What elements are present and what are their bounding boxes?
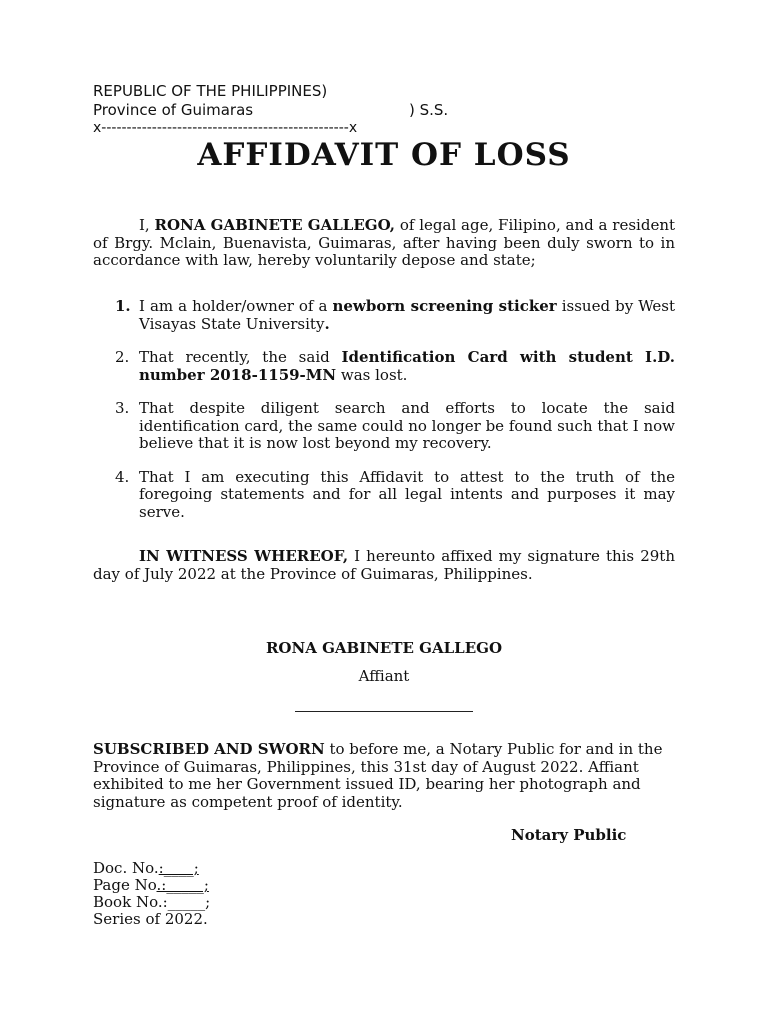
affiant-label: Affiant	[358, 667, 410, 685]
item-text: That recently, the said	[139, 348, 342, 366]
affiant-name: RONA GABINETE GALLEGO	[265, 639, 503, 657]
item-bold-text: Identification Card with student I.D. number 2018-1159-MN	[139, 348, 675, 384]
item-number: 1.	[115, 297, 131, 315]
jurat-text: to before me, a Notary Public for and in the Province of Guimaras, Philippines, this 31st day of August 2022. Affiant exhibited to me her Government issued ID, bearing her photograph and signature as competent proof of identity.	[93, 740, 663, 811]
header-province: Province of Guimaras	[93, 101, 254, 119]
series-line: Series of 2022.	[93, 910, 208, 928]
jurat-bold: SUBSCRIBED AND SWORN	[93, 740, 325, 758]
item-text: That I am executing this Affidavit to attest to the truth of the foregoing statements and for all legal intents and purposes it may serve.	[139, 467, 675, 521]
statement-list	[93, 298, 675, 521]
page-number-blank: .:_____;	[156, 876, 209, 894]
doc-number-blank: :____;	[158, 859, 199, 877]
item-text: issued by West Visayas State University	[139, 297, 675, 333]
jurat-paragraph	[93, 741, 675, 811]
item-number: 2.	[115, 348, 130, 366]
item-number: 3.	[115, 399, 130, 417]
item-bold-text: newborn screening sticker	[332, 297, 557, 315]
header-republic: REPUBLIC OF THE PHILIPPINES)	[93, 82, 328, 100]
intro-prefix: I,	[139, 216, 155, 234]
document-title: AFFIDAVIT OF LOSS	[197, 137, 571, 173]
doc-number-label: Doc. No.	[93, 859, 159, 877]
item-number: 4.	[115, 467, 130, 486]
list-item	[93, 349, 675, 384]
witness-paragraph	[93, 548, 675, 583]
intro-paragraph	[93, 217, 675, 270]
item-text: That despite diligent search and efforts to locate the said identification card, the same could no longer be found such that I now believe that it is now lost beyond my recovery.	[139, 399, 675, 452]
signature-line	[295, 711, 473, 712]
list-item	[93, 400, 675, 453]
header-separator: x-------------------------------------------------x	[93, 120, 358, 136]
doc-number-line	[93, 859, 199, 877]
item-text: I am a holder/owner of a	[139, 297, 333, 315]
list-item	[93, 298, 675, 333]
page-number-line	[93, 876, 209, 894]
affiant-name-inline: RONA GABINETE GALLEGO,	[154, 216, 396, 234]
book-number-line: Book No.:_____;	[93, 893, 211, 911]
item-bold-text: .	[324, 314, 330, 333]
witness-bold: IN WITNESS WHEREOF,	[139, 547, 349, 565]
header-ss: ) S.S.	[409, 101, 449, 119]
intro-text: of legal age, Filipino, and a resident of Brgy. Mclain, Buenavista, Guimaras, after having been duly sworn to in accordance with law, hereby voluntarily depose and state;	[93, 216, 676, 269]
item-text: was lost.	[336, 365, 408, 384]
page-number-label: Page No	[93, 876, 157, 894]
notary-public-label: Notary Public	[511, 826, 627, 844]
witness-text: I hereunto affixed my signature this 29th day of July 2022 at the Province of Guimaras, Philippines.	[93, 547, 675, 583]
list-item	[93, 469, 675, 522]
